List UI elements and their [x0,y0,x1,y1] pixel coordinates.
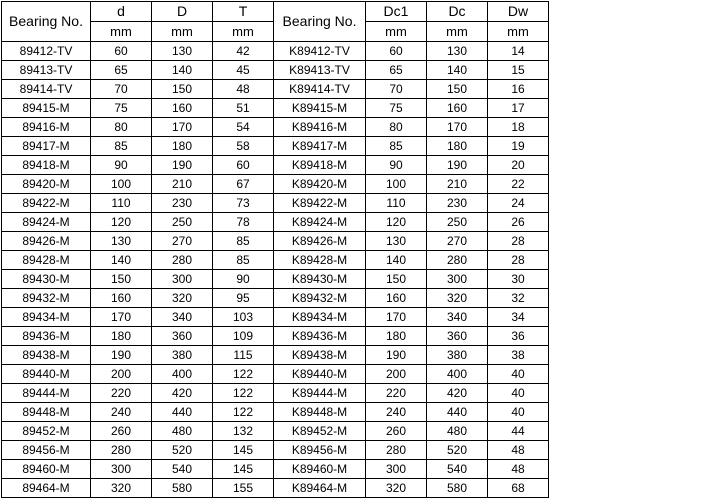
cell-d: 110 [91,194,152,213]
cell-k-bearing-no: K89430-M [274,270,366,289]
cell-k-bearing-no: K89434-M [274,308,366,327]
table-row [2,270,549,289]
cell-d: 170 [91,308,152,327]
cell-bearing-no: 89430-M [2,270,91,289]
cell-T: 95 [213,289,274,308]
table-row [2,156,549,175]
cell-dc1: 150 [366,270,427,289]
table-row [2,289,549,308]
cell-d: 320 [91,479,152,498]
table-row [2,232,549,251]
cell-dw: 30 [488,270,549,289]
cell-d: 200 [91,365,152,384]
cell-dw: 18 [488,118,549,137]
cell-k-bearing-no: K89420-M [274,175,366,194]
cell-T: 115 [213,346,274,365]
cell-T: 109 [213,327,274,346]
cell-dc1: 90 [366,156,427,175]
table-row [2,61,549,80]
unit-d: mm [91,22,152,42]
cell-dc1: 220 [366,384,427,403]
cell-dw: 19 [488,137,549,156]
cell-dc: 520 [427,441,488,460]
cell-dc1: 60 [366,42,427,61]
cell-T: 60 [213,156,274,175]
cell-bearing-no: 89414-TV [2,80,91,99]
cell-D: 210 [152,175,213,194]
cell-T: 85 [213,232,274,251]
cell-bearing-no: 89444-M [2,384,91,403]
cell-T: 103 [213,308,274,327]
cell-D: 170 [152,118,213,137]
table-row [2,365,549,384]
table-row [2,99,549,118]
cell-d: 190 [91,346,152,365]
table-row [2,175,549,194]
cell-k-bearing-no: K89413-TV [274,61,366,80]
cell-T: 132 [213,422,274,441]
cell-D: 130 [152,42,213,61]
cell-k-bearing-no: K89422-M [274,194,366,213]
cell-d: 75 [91,99,152,118]
cell-d: 80 [91,118,152,137]
cell-bearing-no: 89452-M [2,422,91,441]
cell-bearing-no: 89436-M [2,327,91,346]
cell-d: 220 [91,384,152,403]
unit-dc: mm [427,22,488,42]
cell-T: 42 [213,42,274,61]
cell-dw: 15 [488,61,549,80]
cell-dc1: 320 [366,479,427,498]
cell-dc1: 120 [366,213,427,232]
cell-bearing-no: 89434-M [2,308,91,327]
cell-bearing-no: 89420-M [2,175,91,194]
cell-dc1: 300 [366,460,427,479]
header-bearing-no-2: Bearing No. [274,2,366,42]
cell-D: 230 [152,194,213,213]
cell-D: 250 [152,213,213,232]
cell-dw: 34 [488,308,549,327]
cell-D: 150 [152,80,213,99]
cell-d: 120 [91,213,152,232]
header-bearing-no-1: Bearing No. [2,2,91,42]
cell-dw: 36 [488,327,549,346]
cell-dc1: 240 [366,403,427,422]
cell-dw: 24 [488,194,549,213]
cell-k-bearing-no: K89436-M [274,327,366,346]
cell-k-bearing-no: K89417-M [274,137,366,156]
cell-k-bearing-no: K89424-M [274,213,366,232]
cell-dc: 480 [427,422,488,441]
header-dc: Dc [427,2,488,22]
cell-D: 340 [152,308,213,327]
cell-d: 85 [91,137,152,156]
cell-dc: 130 [427,42,488,61]
header-d: d [91,2,152,22]
cell-bearing-no: 89440-M [2,365,91,384]
cell-dc: 180 [427,137,488,156]
cell-dw: 22 [488,175,549,194]
table-row [2,251,549,270]
unit-T: mm [213,22,274,42]
cell-T: 145 [213,441,274,460]
table-row [2,137,549,156]
cell-dc: 250 [427,213,488,232]
cell-D: 440 [152,403,213,422]
table-row [2,118,549,137]
cell-bearing-no: 89448-M [2,403,91,422]
cell-dw: 48 [488,441,549,460]
header-row-symbols [2,2,549,22]
cell-dw: 40 [488,365,549,384]
cell-D: 270 [152,232,213,251]
cell-D: 190 [152,156,213,175]
cell-dc1: 140 [366,251,427,270]
cell-bearing-no: 89424-M [2,213,91,232]
cell-k-bearing-no: K89464-M [274,479,366,498]
cell-k-bearing-no: K89440-M [274,365,366,384]
cell-dw: 26 [488,213,549,232]
cell-k-bearing-no: K89428-M [274,251,366,270]
cell-dc1: 110 [366,194,427,213]
cell-bearing-no: 89418-M [2,156,91,175]
header-dw: Dw [488,2,549,22]
cell-T: 155 [213,479,274,498]
unit-dw: mm [488,22,549,42]
header-D: D [152,2,213,22]
cell-k-bearing-no: K89456-M [274,441,366,460]
cell-dc: 400 [427,365,488,384]
cell-dc1: 200 [366,365,427,384]
cell-k-bearing-no: K89432-M [274,289,366,308]
cell-dc: 210 [427,175,488,194]
cell-bearing-no: 89417-M [2,137,91,156]
cell-bearing-no: 89460-M [2,460,91,479]
table-row [2,213,549,232]
cell-D: 520 [152,441,213,460]
cell-dc1: 75 [366,99,427,118]
cell-D: 140 [152,61,213,80]
cell-dc1: 70 [366,80,427,99]
cell-bearing-no: 89438-M [2,346,91,365]
cell-dc: 340 [427,308,488,327]
cell-k-bearing-no: K89452-M [274,422,366,441]
cell-dw: 17 [488,99,549,118]
cell-D: 160 [152,99,213,118]
cell-dc: 140 [427,61,488,80]
table-row [2,422,549,441]
cell-T: 90 [213,270,274,289]
cell-D: 180 [152,137,213,156]
cell-T: 54 [213,118,274,137]
cell-dc: 580 [427,479,488,498]
cell-dc1: 160 [366,289,427,308]
cell-dw: 14 [488,42,549,61]
cell-k-bearing-no: K89415-M [274,99,366,118]
cell-D: 280 [152,251,213,270]
cell-d: 130 [91,232,152,251]
cell-dc: 440 [427,403,488,422]
cell-T: 73 [213,194,274,213]
cell-dw: 44 [488,422,549,441]
cell-bearing-no: 89412-TV [2,42,91,61]
table-row [2,308,549,327]
cell-T: 51 [213,99,274,118]
cell-d: 160 [91,289,152,308]
cell-bearing-no: 89426-M [2,232,91,251]
cell-dc: 160 [427,99,488,118]
cell-T: 45 [213,61,274,80]
cell-d: 90 [91,156,152,175]
cell-dc: 230 [427,194,488,213]
table-row [2,194,549,213]
cell-dc: 150 [427,80,488,99]
cell-d: 180 [91,327,152,346]
cell-bearing-no: 89415-M [2,99,91,118]
cell-bearing-no: 89416-M [2,118,91,137]
cell-k-bearing-no: K89448-M [274,403,366,422]
cell-dc: 270 [427,232,488,251]
cell-T: 58 [213,137,274,156]
cell-k-bearing-no: K89418-M [274,156,366,175]
cell-d: 300 [91,460,152,479]
table-row [2,384,549,403]
cell-k-bearing-no: K89426-M [274,232,366,251]
cell-dc: 320 [427,289,488,308]
cell-dw: 48 [488,460,549,479]
cell-dc: 540 [427,460,488,479]
table-body [2,42,549,498]
cell-dc1: 65 [366,61,427,80]
cell-d: 280 [91,441,152,460]
unit-D: mm [152,22,213,42]
table-row [2,403,549,422]
cell-D: 380 [152,346,213,365]
cell-D: 420 [152,384,213,403]
cell-d: 150 [91,270,152,289]
cell-d: 260 [91,422,152,441]
cell-T: 78 [213,213,274,232]
header-dc1: Dc1 [366,2,427,22]
cell-bearing-no: 89422-M [2,194,91,213]
cell-dc1: 85 [366,137,427,156]
cell-dw: 28 [488,232,549,251]
cell-dc1: 280 [366,441,427,460]
cell-dc: 360 [427,327,488,346]
table-row [2,327,549,346]
cell-D: 320 [152,289,213,308]
cell-k-bearing-no: K89412-TV [274,42,366,61]
cell-T: 48 [213,80,274,99]
cell-k-bearing-no: K89414-TV [274,80,366,99]
cell-bearing-no: 89413-TV [2,61,91,80]
cell-T: 67 [213,175,274,194]
cell-bearing-no: 89456-M [2,441,91,460]
cell-dc1: 100 [366,175,427,194]
cell-D: 540 [152,460,213,479]
bearing-table [1,1,549,498]
cell-d: 70 [91,80,152,99]
cell-T: 85 [213,251,274,270]
cell-dc1: 180 [366,327,427,346]
cell-dw: 40 [488,403,549,422]
cell-bearing-no: 89464-M [2,479,91,498]
cell-dc: 190 [427,156,488,175]
cell-d: 140 [91,251,152,270]
cell-D: 400 [152,365,213,384]
cell-T: 122 [213,384,274,403]
cell-D: 300 [152,270,213,289]
cell-D: 360 [152,327,213,346]
table-row [2,80,549,99]
cell-dw: 38 [488,346,549,365]
cell-dw: 32 [488,289,549,308]
cell-d: 240 [91,403,152,422]
cell-T: 145 [213,460,274,479]
cell-dc1: 260 [366,422,427,441]
cell-dc: 380 [427,346,488,365]
cell-T: 122 [213,365,274,384]
cell-dc1: 80 [366,118,427,137]
cell-dc: 420 [427,384,488,403]
table-row [2,42,549,61]
cell-dw: 20 [488,156,549,175]
cell-d: 60 [91,42,152,61]
cell-D: 480 [152,422,213,441]
cell-dw: 68 [488,479,549,498]
cell-k-bearing-no: K89438-M [274,346,366,365]
cell-d: 100 [91,175,152,194]
header-T: T [213,2,274,22]
cell-dc1: 190 [366,346,427,365]
cell-bearing-no: 89428-M [2,251,91,270]
table-row [2,346,549,365]
cell-dc: 170 [427,118,488,137]
unit-dc1: mm [366,22,427,42]
cell-D: 580 [152,479,213,498]
table-row [2,479,549,498]
table-header [2,2,549,42]
cell-dc1: 170 [366,308,427,327]
table-row [2,441,549,460]
cell-dw: 28 [488,251,549,270]
cell-k-bearing-no: K89460-M [274,460,366,479]
cell-dc1: 130 [366,232,427,251]
cell-dw: 16 [488,80,549,99]
table-row [2,460,549,479]
cell-T: 122 [213,403,274,422]
cell-dc: 300 [427,270,488,289]
cell-bearing-no: 89432-M [2,289,91,308]
cell-k-bearing-no: K89416-M [274,118,366,137]
cell-d: 65 [91,61,152,80]
cell-dw: 40 [488,384,549,403]
cell-dc: 280 [427,251,488,270]
cell-k-bearing-no: K89444-M [274,384,366,403]
